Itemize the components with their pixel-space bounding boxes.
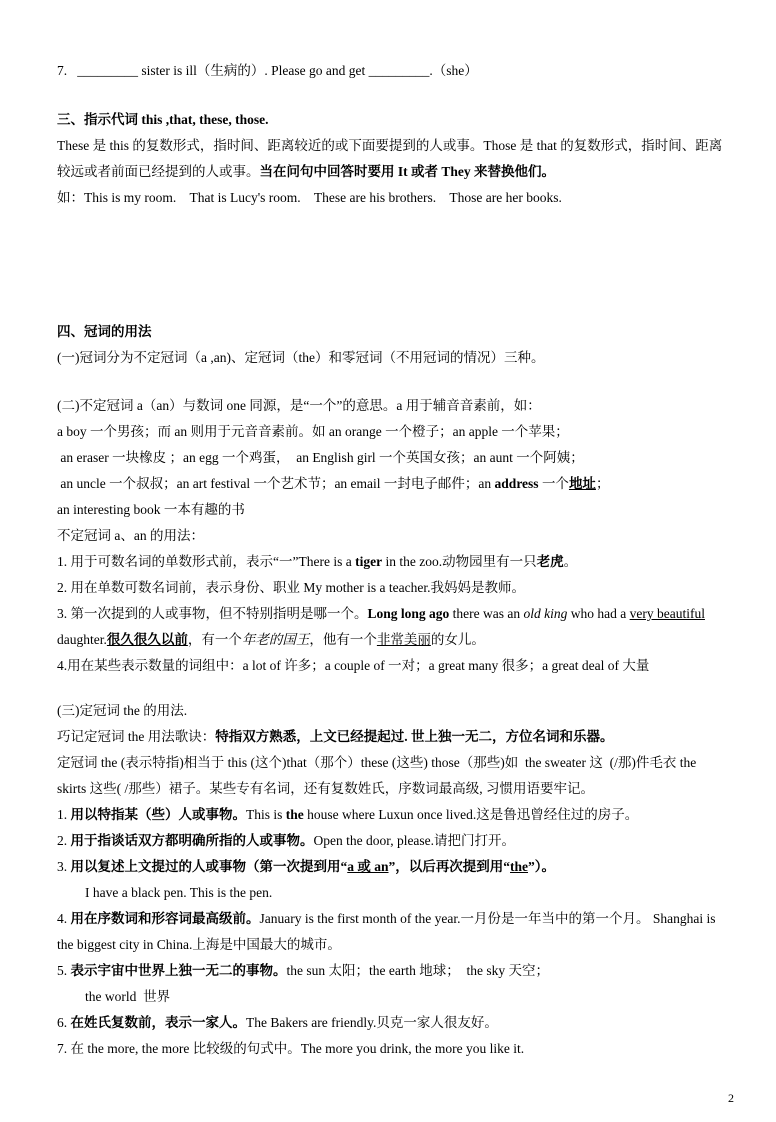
para-article-types [57, 345, 724, 371]
text-run: This is [246, 807, 286, 822]
para-the-equiv [57, 750, 724, 802]
text-run: an eraser 一块橡皮 ；an egg 一个鸡蛋， an English girl 一个英国女孩；an aunt 一个阿姨； [57, 450, 584, 465]
text-run: 6. [57, 1015, 71, 1030]
text-run: house where Luxun once lived.这是鲁迅曾经住过的房子。 [303, 807, 639, 822]
text-run: Open the door, please.请把门打开。 [313, 833, 516, 848]
para-demonstratives [57, 133, 724, 185]
text-run: the world 世界 [85, 989, 171, 1004]
para-the-rhyme [57, 724, 724, 750]
text-run: 不定冠词 a、an 的用法： [57, 528, 204, 543]
text-run: 在姓氏复数前，表示一家人。 [70, 1015, 246, 1030]
text-run: 4. [57, 911, 71, 926]
section-heading-3 [57, 107, 724, 133]
text-run: daughter. [57, 606, 709, 647]
text-run: 地址 [568, 476, 596, 491]
text-run: 非常美丽 [376, 632, 431, 647]
text-run: an interesting book 一本有趣的书 [57, 502, 245, 517]
list-item-the5 [57, 958, 724, 984]
text-run: old king [523, 606, 568, 621]
blank-fill-item-7 [57, 58, 724, 84]
list-item-a3 [57, 601, 724, 653]
text-run: there was an [449, 606, 524, 621]
text-run: a 或 an [347, 859, 389, 874]
text-run: the [510, 859, 529, 874]
text-run: 当在问句中回答时要用 It 或者 They 来替换他们。 [259, 164, 556, 179]
list-item-a4 [57, 653, 724, 679]
text-run: 一个 [538, 476, 569, 491]
list-item-the2 [57, 828, 724, 854]
text-run: 如：This is my room. That is Lucy's room. These are his brothers. Those are her books. [57, 190, 562, 205]
list-item-the7 [57, 1036, 724, 1062]
text-run: These 是 this 的复数形式，指时间、距离较近的或下面要提到的人或事。Those 是 that 的复数形式，指时间、距离较远或者前面已经提到的人或事。 [57, 138, 723, 179]
text-run: ”，以后再次提到用“ [388, 859, 511, 874]
text-run: 定冠词 the (表示特指)相当于 this (这个)that（那个）these (这些) those（那些)如 the sweater 这 (/那)件毛衣 the skirts 这些( /那些）裙子。某些专有名词，还有复数姓氏，序数词最高级, 习惯用语要牢记。 [57, 755, 700, 796]
text-run: 5. [57, 963, 71, 978]
text-run: 3. 第一次提到的人或事物，但不特别指明是哪一个。 [57, 606, 368, 621]
text-run: 用以特指某（些）人或事物。 [70, 807, 246, 822]
text-run: tiger [355, 554, 383, 569]
text-run: ，有一个 [187, 632, 242, 647]
text-run: 三、指示代词 this ,that, these, those. [57, 112, 269, 127]
text-run: the [285, 807, 304, 822]
para-an-examples-2 [57, 445, 724, 471]
text-run: ”）。 [528, 859, 556, 874]
text-run: 7. 在 the more, the more 比较级的句式中。The more you drink, the more you like it. [57, 1041, 525, 1056]
list-item-the5-cont [57, 984, 724, 1010]
text-run: 2. [57, 833, 71, 848]
text-run: the sun 太阳；the earth 地球； the sky 天空； [286, 963, 549, 978]
text-run: 2. 用在单数可数名词前，表示身份、职业 My mother is a teacher.我妈妈是教师。 [57, 580, 525, 595]
text-run: in the zoo.动物园里有一只 [382, 554, 537, 569]
text-run: ； [595, 476, 610, 491]
list-item-the6 [57, 1010, 724, 1036]
text-run: 四、冠词的用法 [57, 324, 152, 339]
list-item-the3 [57, 854, 724, 880]
text-run: 的女儿。 [430, 632, 485, 647]
para-indefinite-intro [57, 393, 724, 419]
text-run: a boy 一个男孩；而 an 则用于元音音素前。如 an orange 一个橙子；an apple 一个苹果； [57, 424, 569, 439]
list-item-a2 [57, 575, 724, 601]
list-item-the4 [57, 906, 724, 958]
section-heading-4 [57, 319, 724, 345]
text-run: 很久很久以前 [106, 632, 188, 647]
para-definite-intro [57, 698, 724, 724]
para-a-an-usage-title [57, 523, 724, 549]
text-run: very beautiful [629, 606, 705, 621]
page-number: 2 [728, 1091, 734, 1105]
text-run: ，他有一个 [309, 632, 377, 647]
list-item-the1 [57, 802, 724, 828]
text-run: 用在序数词和形容词最高级前。 [70, 911, 260, 926]
text-run: 用于指谈话双方都明确所指的人或事物。 [70, 833, 314, 848]
list-item-a1 [57, 549, 724, 575]
text-run: 年老的国王 [241, 632, 310, 647]
para-demonstrative-examples [57, 185, 724, 211]
text-run: 老虎 [536, 554, 564, 569]
list-item-the3-example [57, 880, 724, 906]
text-run: who had a [567, 606, 630, 621]
text-run: (二)不定冠词 a（an）与数词 one 同源，是“一个”的意思。a 用于辅音音素前，如： [57, 398, 541, 413]
text-run: Long long ago [367, 606, 450, 621]
text-run: address [494, 476, 539, 491]
text-run: (三)定冠词 the 的用法. [57, 703, 188, 718]
text-run: 。 [563, 554, 578, 569]
text-run: (一)冠词分为不定冠词（a ,an)、定冠词（the）和零冠词（不用冠词的情况）三种。 [57, 350, 545, 365]
text-run: 1. [57, 807, 71, 822]
document-body [57, 58, 724, 1062]
text-run: 表示宇宙中世界上独一无二的事物。 [70, 963, 287, 978]
text-run: The Bakers are friendly.贝克一家人很友好。 [246, 1015, 498, 1030]
text-run: 特指双方熟悉，上文已经提起过. 世上独一无二，方位名词和乐器。 [215, 729, 614, 744]
text-run: January is the first month of the year.一月份是一年当中的第一个月。 Shanghai is the biggest city in China.上海是中国最大的城市。 [57, 911, 719, 952]
text-run: I have a black pen. This is the pen. [85, 885, 273, 900]
para-an-examples-1 [57, 419, 724, 445]
text-run: 巧记定冠词 the 用法歌诀： [57, 729, 216, 744]
text-run: 用以复述上文提过的人或事物（第一次提到用“ [70, 859, 348, 874]
text-run: an uncle 一个叔叔；an art festival 一个艺术节；an email 一封电子邮件；an [57, 476, 495, 491]
text-run: 7. _________ sister is ill（生病的）. Please go and get _________.（she） [57, 63, 478, 78]
text-run: 4.用在某些表示数量的词组中：a lot of 许多；a couple of 一对；a great many 很多；a great deal of 大量 [57, 658, 650, 673]
para-an-examples-3 [57, 471, 724, 497]
text-run: 3. [57, 859, 71, 874]
para-an-examples-4 [57, 497, 724, 523]
text-run: 1. 用于可数名词的单数形式前，表示“一”There is a [57, 554, 356, 569]
